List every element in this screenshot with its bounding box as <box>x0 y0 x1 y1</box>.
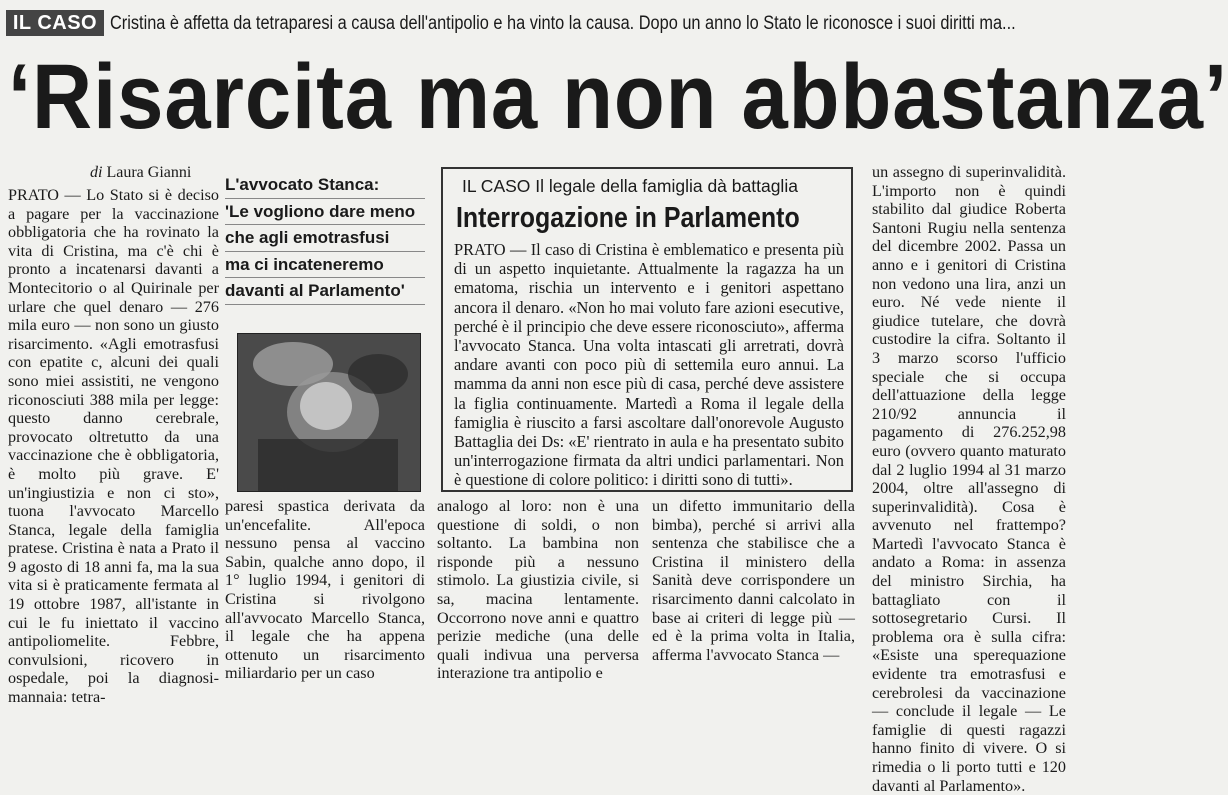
byline-prefix: di <box>90 164 103 181</box>
photo-image <box>238 334 420 491</box>
section-tag: IL CASO <box>6 10 104 36</box>
quote-line-2: 'Le vogliono dare meno <box>225 199 425 226</box>
byline <box>90 162 240 184</box>
quote-line-3: che agli emotrasfusi <box>225 225 425 252</box>
column-5-text: un assegno di superinvalidità. L'importo non è quindi stabilito dal giudice Roberta Santoni Rugiu nella sentenza del dicembre 2002. Passa un anno e i genitori di Cristina non vedono una lira, anzi un euro. Né vede niente il giudice tutelare, che dovrà custodire la cifra. Soltanto il 3 marzo scorso l'ufficio speciale che si occupa dell'attuazione della legge 210/92 annuncia il pagamento di 276.252,98 euro (ovvero quanto maturato dal 2 luglio 1994 al 31 marzo 2004, oltre all'assegno di superinvalidità). Cosa è avvenuto nel frattempo? Martedì l'avvocato Stanca è andato a Roma: in assenza del ministro Sirchia, ha battagliato con il sottosegretario Cursi. Il problema ora è sulla cifra: «Esiste una sperequazione evidente tra emotrasfusi e cerebrolesi da vaccinazione — conclude il legale — Le famiglie di questi ragazzi hanno finito di vivere. O si rimedia o li porto tutti e 120 davanti al Parlamento». <box>872 163 1066 795</box>
article-column-3 <box>437 497 639 683</box>
article-column-1 <box>8 186 219 707</box>
pull-quote <box>225 172 425 332</box>
article-column-2 <box>225 497 425 683</box>
column-3-text: analogo al loro: non è una questione di soldi, o non soltanto. La bambina non risponde più a nessuno stimolo. La giustizia civile, si sa, macina lentamente. Occorrono nove anni e quattro perizie mediche (una delle quali indivua una perversa interazione tra antipolio e <box>437 497 639 683</box>
sidebar-kicker: IL CASO Il legale della famiglia dà battaglia <box>462 176 798 196</box>
article-column-4 <box>652 497 855 662</box>
headline: ‘Risarcita ma non abbastanza’ <box>8 46 1228 148</box>
sidebar-body-text: PRATO — Il caso di Cristina è emblematico e presenta più di un aspetto inquietante. Attualmente la ragazza ha un ematoma, rischia un intervento e i genitori aspettano ancora il denaro. «Non ho mai voluto fare azioni esecutive, perché è il principio che deve essere riconosciuto», afferma l'avvocato Stanca. Una volta intascati gli arretrati, dovrà andare avanti con poco più di settemila euro annui. La mamma da anni non esce più di casa, perché deve assistere la figlia continuamente. Martedì a Roma il legale della famiglia è riuscito a farsi ascoltare dall'onorevole Augusto Battaglia dei Ds: «E' rientrato in aula e ha presentato subito un'interrogazione firmata da altri undici parlamentari. Non è questione di colore politico: i diritti sono di tutti». <box>454 240 844 490</box>
sidebar-body <box>454 240 844 490</box>
column-1-text: PRATO — Lo Stato si è deciso a pagare per la vaccinazione obbligatoria che ha rovinato la vita di Cristina, ma c'è chi è pronto a incatenarsi davanti a Montecitorio o al Quirinale per urlare che quel denaro — 276 mila euro — non sono un giusto risarcimento. «Agli emotrasfusi con epatite c, alcuni dei quali sono miei assistiti, ne vengono riconosciuti 388 mila per legge: questo danno cerebrale, provocato oltretutto da una vaccinazione che è obbligatoria, è molto più grave. E' un'ingiustizia e non ci sto», tuona l'avvocato Marcello Stanca, legale della famiglia pratese. Cristina è nata a Prato il 9 agosto di 18 anni fa, ma la sua vita si è praticamente fermata al 19 ottobre 1987, all'istante in cui le fu iniettato il vaccino antipoliomelite. Febbre, convulsioni, ricovero in ospedale, poi la diagnosi-mannaia: tetra- <box>8 186 219 707</box>
kicker-line: Cristina è affetta da tetraparesi a causa dell'antipolio e ha vinto la causa. Dopo un anno lo Stato le riconosce i suoi diritti ma... <box>110 13 1016 34</box>
quote-line-5: davanti al Parlamento' <box>225 278 425 305</box>
quote-line-4: ma ci incateneremo <box>225 252 425 279</box>
sidebar-title: Interrogazione in Parlamento <box>456 202 800 234</box>
column-2-text: paresi spastica derivata da un'encefalite. All'epoca nessuno pensa al vaccino Sabin, qualche anno dopo, il 1° luglio 1994, i genitori di Cristina si rivolgono all'avvocato Marcello Stanca, il legale che ha appena ottenuto un risarcimento miliardario per un caso <box>225 497 425 683</box>
quote-line-1: L'avvocato Stanca: <box>225 172 425 199</box>
article-photo <box>237 333 421 492</box>
column-4-text: un difetto immunitario della bimba), perché si arrivi alla sentenza che stabilisce che a Cristina il ministero della Sanità deve corrispondere un risarcimento danni calcolato in base ai criteri di legge più — ed è la prima volta in Italia, afferma l'avvocato Stanca — <box>652 497 855 664</box>
article-column-5 <box>872 163 1066 795</box>
byline-author: Laura Gianni <box>106 164 192 181</box>
